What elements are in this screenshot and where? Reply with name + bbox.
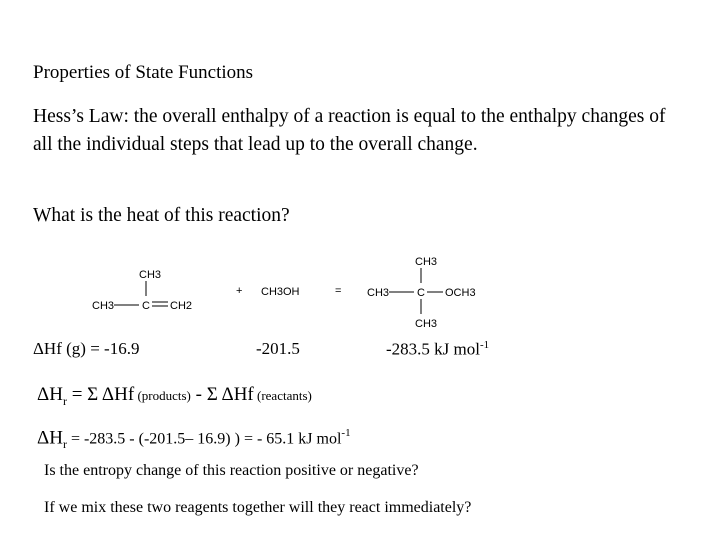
- enthalpy-value3: -283.5 kJ mol$^{-1}$: [386, 339, 490, 359]
- product-och3-right: OCH3: [445, 287, 476, 299]
- enthalpy-label-value1: ΔHf (g) = -16.9: [33, 339, 140, 358]
- reactant1-c-center: C: [142, 300, 150, 312]
- hess-law-text: Hess’s Law: the overall enthalpy of a reaction is equal to the enthalpy changes of all the individual steps that lead up to the overall change.: [33, 106, 666, 155]
- reactant2-methanol: CH3OH: [261, 286, 300, 298]
- product-ch3-bottom: CH3: [415, 318, 438, 330]
- react-question: If we mix these two reagents together will they react immediately?: [44, 499, 472, 516]
- slide-title: Properties of State Functions: [33, 62, 254, 83]
- reactant1-ch3-top: CH3: [139, 269, 162, 281]
- heat-question: What is the heat of this reaction?: [33, 205, 290, 226]
- reactant1-ch2-right: CH2: [170, 300, 193, 312]
- product-c-center: C: [417, 287, 425, 299]
- enthalpy-value2: -201.5: [256, 339, 300, 358]
- enthalpy-equation: $\Delta H_r = \Sigma$ ΔHf (products) - Σ ΔHf (reactants): [37, 384, 312, 408]
- product-ch3-left: CH3: [367, 287, 390, 299]
- entropy-question: Is the entropy change of this reaction positive or negative?: [44, 462, 419, 479]
- reactant1-ch3-left: CH3: [92, 300, 115, 312]
- equals-sign: =: [335, 285, 342, 297]
- plus-sign: +: [236, 285, 243, 297]
- enthalpy-calculation: $\Delta H_r = -283.5 - (-201.5-$ 16.9) ) = - 65.1 kJ mol$^{-1}$: [37, 427, 351, 452]
- product-ch3-top: CH3: [415, 256, 438, 268]
